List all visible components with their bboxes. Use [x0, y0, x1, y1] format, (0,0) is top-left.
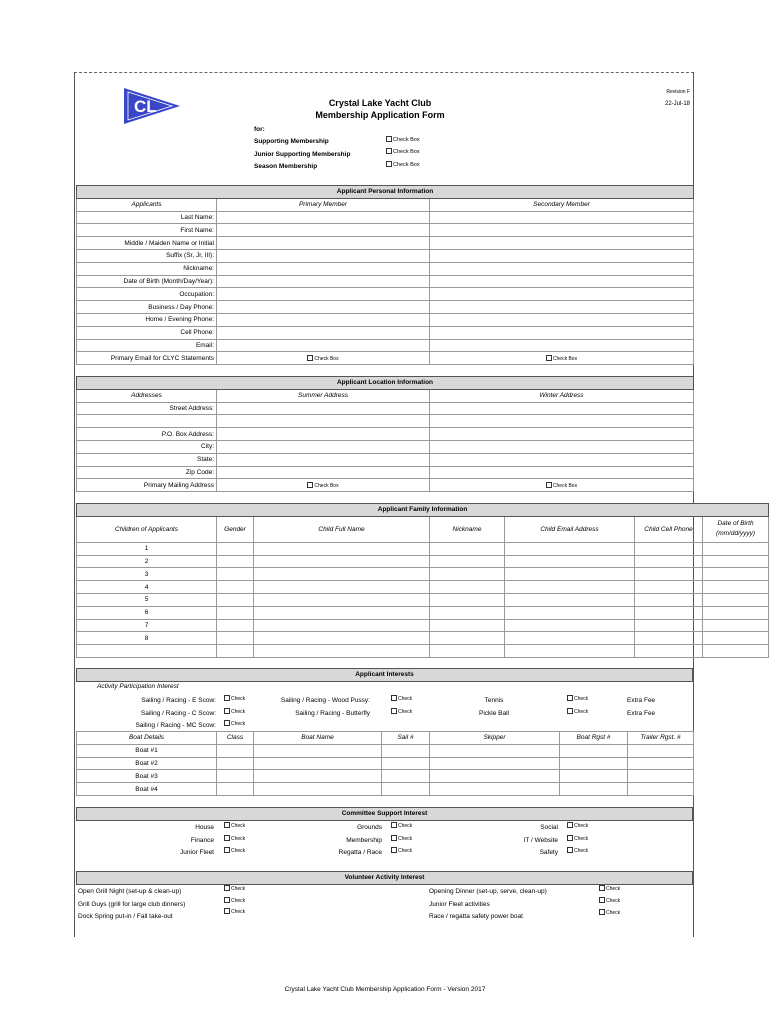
secondary-email-checkbox[interactable]: Check Box — [430, 352, 694, 365]
butterfly-checkbox[interactable]: Check — [391, 706, 412, 719]
dock-checkbox[interactable]: Check — [224, 907, 245, 919]
cell-input[interactable] — [430, 757, 560, 770]
cell-input[interactable] — [430, 744, 560, 757]
cell-input[interactable] — [703, 542, 769, 555]
row-number: 6 — [77, 606, 217, 619]
volunteer-right-checks — [599, 883, 620, 920]
col-skipper: Skipper — [430, 732, 560, 745]
winter-input[interactable] — [430, 453, 694, 466]
cell-input[interactable] — [560, 783, 628, 796]
pickle-ball-checkbox[interactable]: Check — [567, 706, 588, 719]
membership-checkbox[interactable]: Check — [391, 833, 412, 846]
cell-input[interactable] — [430, 632, 505, 645]
blank-label — [77, 415, 217, 428]
zip-label: Zip Code: — [77, 466, 217, 479]
col-children: Children of Applicants — [77, 516, 217, 542]
location-info-table — [76, 376, 694, 492]
cell-input[interactable] — [217, 581, 254, 594]
junior-fleet-activities-checkbox[interactable]: Check — [599, 895, 620, 907]
secondary-input[interactable] — [430, 313, 694, 326]
junior-fleet-checkbox[interactable]: Check — [224, 845, 245, 858]
cell-input[interactable] — [635, 606, 703, 619]
cell-input[interactable] — [254, 770, 382, 783]
winter-input[interactable] — [430, 415, 694, 428]
committee-col3: Social IT / Website Safety — [523, 824, 558, 857]
personal-info-title: Applicant Personal Information — [77, 186, 694, 199]
regatta-checkbox[interactable]: Check — [391, 845, 412, 858]
cell-input[interactable] — [703, 581, 769, 594]
cell-input[interactable] — [382, 744, 430, 757]
interest-col2-checks — [391, 693, 412, 718]
supporting-checkbox[interactable]: Check Box — [386, 134, 420, 146]
cell-input[interactable] — [505, 606, 635, 619]
cell-input[interactable] — [430, 593, 505, 606]
house-checkbox[interactable]: Check — [224, 820, 245, 833]
winter-input[interactable] — [430, 428, 694, 441]
field-label: Last Name: — [77, 211, 217, 224]
season-checkbox[interactable]: Check Box — [386, 159, 420, 171]
e-scow-checkbox[interactable]: Check — [224, 693, 245, 706]
cell-input[interactable] — [217, 744, 254, 757]
secondary-input[interactable] — [430, 326, 694, 339]
cell-input[interactable] — [217, 783, 254, 796]
cell-input[interactable] — [254, 757, 382, 770]
cell-input[interactable] — [254, 568, 430, 581]
table-row — [77, 581, 769, 594]
cell-input[interactable] — [254, 542, 430, 555]
col-nickname: Nickname — [430, 516, 505, 542]
interest-col1: Sailing / Racing - E Scow: Sailing / Racing - C Scow: Sailing / Racing - MC Scow: — [135, 697, 216, 730]
cell-input[interactable] — [505, 568, 635, 581]
city-label: City: — [77, 440, 217, 453]
cell-input[interactable] — [217, 606, 254, 619]
secondary-input[interactable] — [430, 224, 694, 237]
winter-primary-checkbox[interactable]: Check Box — [430, 479, 694, 492]
col-dob: Date of Birth (mm/dd/yyyy) — [703, 516, 769, 542]
summer-input[interactable] — [217, 440, 430, 453]
social-checkbox[interactable]: Check — [567, 820, 588, 833]
volunteer-right: Opening Dinner (set-up, serve, clean-up) Junior Fleet activities Race / regatta safety power boat — [429, 888, 547, 921]
street-label: Street Address: — [77, 402, 217, 415]
col-secondary-member: Secondary Member — [430, 198, 694, 211]
field-label: Home / Evening Phone: — [77, 313, 217, 326]
table-row — [77, 770, 694, 783]
primary-input[interactable] — [217, 224, 430, 237]
cell-input[interactable] — [703, 555, 769, 568]
col-addresses: Addresses — [77, 389, 217, 402]
primary-input[interactable] — [217, 237, 430, 250]
boat-label: Boat #2 — [77, 757, 217, 770]
interest-col4: Extra Fee Extra Fee — [627, 697, 656, 717]
table-row — [77, 632, 769, 645]
col-gender: Gender — [217, 516, 254, 542]
grill-night-checkbox[interactable]: Check — [224, 884, 245, 896]
wood-pussy-checkbox[interactable]: Check — [391, 693, 412, 706]
cell-input[interactable] — [635, 568, 703, 581]
col-trailer-rgst: Trailer Rgst. # — [628, 732, 694, 745]
cell-input[interactable] — [430, 770, 560, 783]
safety-boat-checkbox[interactable]: Check — [599, 907, 620, 919]
cell-input[interactable] — [560, 770, 628, 783]
cell-input[interactable] — [254, 555, 430, 568]
cell-input[interactable] — [703, 632, 769, 645]
secondary-input[interactable] — [430, 249, 694, 262]
field-label: First Name: — [77, 224, 217, 237]
col-applicants: Applicants — [77, 198, 217, 211]
grill-guys-checkbox[interactable]: Check — [224, 896, 245, 908]
field-label: Date of Birth (Month/Day/Year): — [77, 275, 217, 288]
col-boat-name: Boat Name — [254, 732, 382, 745]
club-logo — [124, 88, 180, 124]
summer-primary-checkbox[interactable]: Check Box — [217, 479, 430, 492]
table-row — [77, 593, 769, 606]
col-child-email: Child Email Address — [505, 516, 635, 542]
family-info-title: Applicant Family Information — [77, 504, 769, 517]
cell-input[interactable] — [703, 619, 769, 632]
primary-input[interactable] — [217, 339, 430, 352]
cell-input[interactable] — [430, 542, 505, 555]
interests-title: Applicant Interests — [77, 669, 693, 682]
field-label: Email: — [77, 339, 217, 352]
cell-input[interactable] — [505, 619, 635, 632]
cell-input[interactable] — [217, 593, 254, 606]
table-row — [77, 645, 769, 658]
boat-label: Boat #3 — [77, 770, 217, 783]
grounds-checkbox[interactable]: Check — [391, 820, 412, 833]
cell-input[interactable] — [635, 555, 703, 568]
cell-input[interactable] — [430, 606, 505, 619]
winter-input[interactable] — [430, 440, 694, 453]
col-sail: Sail # — [382, 732, 430, 745]
col-class: Class — [217, 732, 254, 745]
col-primary-member: Primary Member — [217, 198, 430, 211]
primary-input[interactable] — [217, 301, 430, 314]
finance-checkbox[interactable]: Check — [224, 833, 245, 846]
field-label: Occupation: — [77, 288, 217, 301]
cell-input[interactable] — [635, 542, 703, 555]
it-website-checkbox[interactable]: Check — [567, 833, 588, 846]
col-child-cell: Child Cell Phone — [635, 516, 703, 542]
cell-input[interactable] — [430, 555, 505, 568]
cell-input[interactable] — [628, 757, 694, 770]
table-row — [77, 783, 694, 796]
location-info-title: Applicant Location Information — [77, 377, 694, 390]
interests-header — [76, 668, 693, 682]
row-number: 3 — [77, 568, 217, 581]
row-number: 1 — [77, 542, 217, 555]
po-box-label: P.O. Box Address: — [77, 428, 217, 441]
page-title: Crystal Lake Yacht Club — [328, 98, 432, 108]
cell-input[interactable] — [430, 568, 505, 581]
committee-col1: House Finance Junior Fleet — [180, 824, 214, 857]
personal-info-table — [76, 185, 694, 365]
table-row — [77, 619, 769, 632]
cell-input[interactable] — [254, 632, 430, 645]
cell-input[interactable] — [703, 593, 769, 606]
cell-input[interactable] — [217, 632, 254, 645]
cell-input[interactable] — [635, 632, 703, 645]
cell-input[interactable] — [217, 757, 254, 770]
primary-input[interactable] — [217, 326, 430, 339]
committee-col2-checks — [391, 820, 412, 858]
cell-input[interactable] — [217, 619, 254, 632]
col-boat-details: Boat Details — [77, 732, 217, 745]
interest-col1-checks — [224, 693, 245, 731]
field-label: Cell Phone: — [77, 326, 217, 339]
secondary-input[interactable] — [430, 237, 694, 250]
boat-details-table — [76, 731, 694, 796]
junior-supporting-checkbox[interactable]: Check Box — [386, 146, 420, 158]
boat-label: Boat #4 — [77, 783, 217, 796]
safety-checkbox[interactable]: Check — [567, 845, 588, 858]
volunteer-left: Open Grill Night (set-up & clean-up) Grill Guys (grill for large club dinners) Dock Spring put-in / Fall take-out — [78, 888, 186, 921]
table-row — [77, 757, 694, 770]
interest-col3: Tennis Pickle Ball — [479, 697, 509, 717]
cell-input[interactable] — [505, 542, 635, 555]
cell-input[interactable] — [560, 744, 628, 757]
c-scow-checkbox[interactable]: Check — [224, 706, 245, 719]
row-number: 2 — [77, 555, 217, 568]
membership-type-labels: for: Supporting Membership Junior Supporting Membership Season Membership — [254, 126, 351, 171]
table-row — [77, 568, 769, 581]
volunteer-left-checks — [224, 884, 245, 919]
winter-input[interactable] — [430, 402, 694, 415]
cell-input[interactable] — [254, 593, 430, 606]
cell-input[interactable] — [635, 593, 703, 606]
cell-input[interactable] — [254, 744, 382, 757]
field-label: Middle / Maiden Name or Initial — [77, 237, 217, 250]
secondary-input[interactable] — [430, 301, 694, 314]
state-label: State: — [77, 453, 217, 466]
cell-input[interactable] — [703, 568, 769, 581]
committee-header — [76, 807, 693, 821]
col-boat-rgst: Boat Rgst # — [560, 732, 628, 745]
table-row — [77, 555, 769, 568]
revision-label: Revision F — [666, 89, 690, 95]
primary-input[interactable] — [217, 249, 430, 262]
row-number: 4 — [77, 581, 217, 594]
interest-col2: Sailing / Racing - Wood Pussy: Sailing / Racing - Butterfly — [280, 697, 370, 717]
family-info-table — [76, 503, 769, 658]
secondary-input[interactable] — [430, 262, 694, 275]
committee-col2: Grounds Membership Regatta / Race — [338, 824, 382, 857]
revision-date: 22-Jul-18 — [664, 101, 690, 107]
opening-dinner-checkbox[interactable]: Check — [599, 883, 620, 895]
cell-input[interactable] — [382, 757, 430, 770]
cell-input[interactable] — [254, 619, 430, 632]
committee-col1-checks — [224, 820, 245, 858]
field-label: Suffix (Sr, Jr, III): — [77, 249, 217, 262]
cell-input[interactable] — [217, 555, 254, 568]
primary-input[interactable] — [217, 288, 430, 301]
secondary-input[interactable] — [430, 339, 694, 352]
cell-input[interactable] — [505, 555, 635, 568]
cell-input[interactable] — [635, 581, 703, 594]
secondary-input[interactable] — [430, 275, 694, 288]
committee-title: Committee Support Interest — [77, 808, 693, 821]
committee-col3-checks — [567, 820, 588, 858]
cell-input[interactable] — [560, 757, 628, 770]
winter-input[interactable] — [430, 466, 694, 479]
svg-text:CL: CL — [134, 97, 157, 116]
boat-label: Boat #1 — [77, 744, 217, 757]
summer-input[interactable] — [217, 466, 430, 479]
table-row — [77, 542, 769, 555]
primary-input[interactable] — [217, 211, 430, 224]
primary-input[interactable] — [217, 313, 430, 326]
cell-input[interactable] — [430, 783, 560, 796]
cell-input[interactable] — [628, 770, 694, 783]
primary-input[interactable] — [217, 275, 430, 288]
cell-input[interactable] — [254, 581, 430, 594]
mc-scow-checkbox[interactable]: Check — [224, 718, 245, 731]
field-label: Nickname: — [77, 262, 217, 275]
summer-input[interactable] — [217, 453, 430, 466]
col-winter-address: Winter Address — [430, 389, 694, 402]
cell-input[interactable] — [628, 783, 694, 796]
primary-email-label: Primary Email for CLYC Statements — [77, 352, 217, 365]
cell-input[interactable] — [217, 568, 254, 581]
cell-input[interactable] — [505, 632, 635, 645]
page-subtitle: Membership Application Form — [315, 110, 445, 120]
row-number: 8 — [77, 632, 217, 645]
summer-input[interactable] — [217, 428, 430, 441]
col-child-name: Child Full Name — [254, 516, 430, 542]
cell-input[interactable] — [703, 606, 769, 619]
cell-input[interactable] — [217, 542, 254, 555]
tennis-checkbox[interactable]: Check — [567, 693, 588, 706]
primary-mailing-label: Primary Mailing Address — [77, 479, 217, 492]
table-row — [77, 744, 694, 757]
summer-input[interactable] — [217, 402, 430, 415]
summer-input[interactable] — [217, 415, 430, 428]
cell-input[interactable] — [635, 619, 703, 632]
volunteer-title: Volunteer Activity Interest — [77, 872, 693, 885]
secondary-input[interactable] — [430, 288, 694, 301]
cell-input[interactable] — [382, 783, 430, 796]
cell-input[interactable] — [430, 581, 505, 594]
interest-col3-checks — [567, 693, 588, 718]
cell-input[interactable] — [628, 744, 694, 757]
secondary-input[interactable] — [430, 211, 694, 224]
cell-input[interactable] — [217, 770, 254, 783]
cell-input[interactable] — [505, 593, 635, 606]
membership-type-checkboxes — [386, 134, 420, 171]
table-row — [77, 606, 769, 619]
cell-input[interactable] — [382, 770, 430, 783]
primary-input[interactable] — [217, 262, 430, 275]
cell-input[interactable] — [430, 619, 505, 632]
cell-input[interactable] — [505, 581, 635, 594]
activity-interest-label: Activity Participation Interest — [97, 683, 179, 690]
cell-input[interactable] — [254, 783, 382, 796]
primary-email-checkbox[interactable]: Check Box — [217, 352, 430, 365]
row-number: 5 — [77, 593, 217, 606]
footer-text: Crystal Lake Yacht Club Membership Application Form - Version 2017 — [284, 986, 486, 993]
field-label: Business / Day Phone: — [77, 301, 217, 314]
row-number: 7 — [77, 619, 217, 632]
cell-input[interactable] — [254, 606, 430, 619]
col-summer-address: Summer Address — [217, 389, 430, 402]
